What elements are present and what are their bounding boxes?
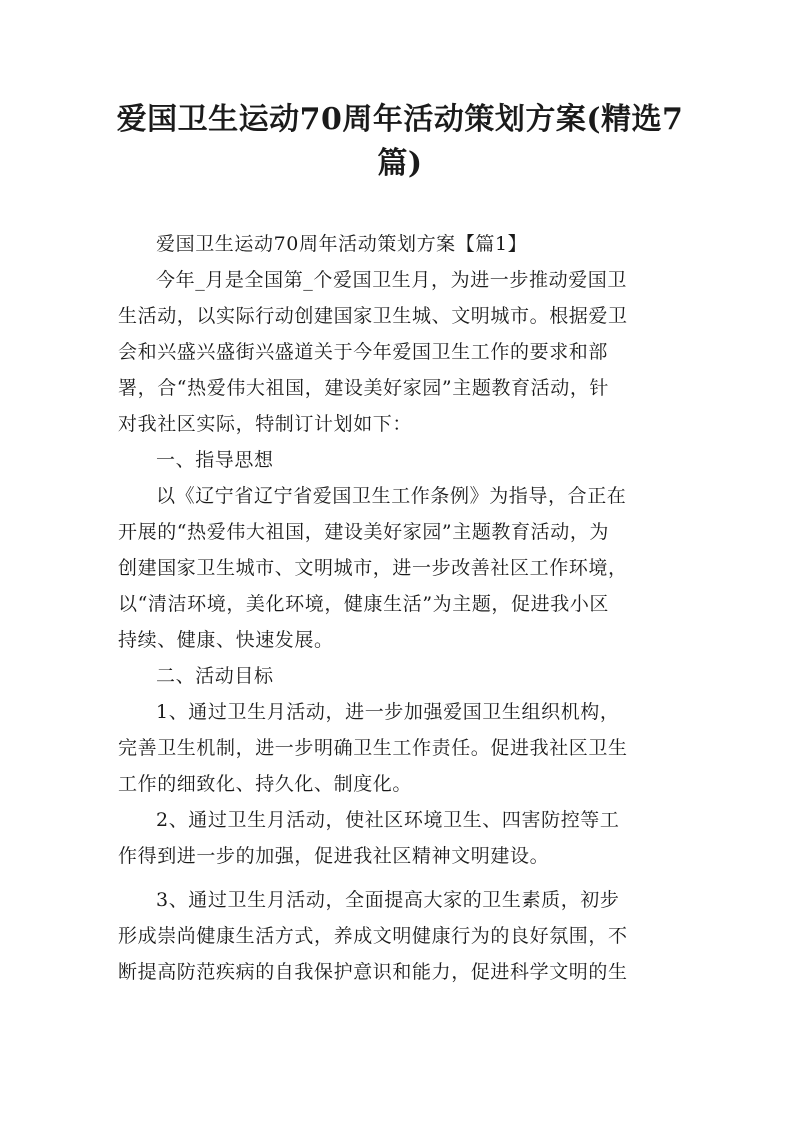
text-line: 对我社区实际，特制订计划如下： — [118, 413, 413, 435]
document-title — [110, 98, 690, 186]
text-line: 断提高防范疾病的自我保护意识和能力，促进科学文明的生 — [118, 961, 628, 983]
paragraph-guiding-ideology — [118, 478, 682, 658]
text-line: 以《辽宁省辽宁省爱国卫生工作条例》为指导，合正在 — [156, 485, 627, 507]
text-line: 持续、健康、快速发展。 — [118, 629, 334, 651]
text-line: 会和兴盛兴盛街兴盛道关于今年爱国卫生工作的要求和部 — [118, 341, 609, 363]
text-line: 爱国卫生运动70周年活动策划方案【篇1】 — [156, 233, 528, 255]
paragraph-gap — [118, 874, 682, 882]
title-line-2: 篇) — [377, 146, 423, 181]
title-line-1: 爱国卫生运动70周年活动策划方案(精选7 — [116, 102, 684, 137]
text-line: 一、指导思想 — [156, 449, 274, 471]
text-line: 二、活动目标 — [156, 665, 274, 687]
text-line: 开展的“热爱伟大祖国，建设美好家园”主题教育活动，为 — [118, 521, 610, 543]
text-line: 工作的细致化、持久化、制度化。 — [118, 773, 413, 795]
section-heading — [118, 226, 682, 262]
text-line: 以“清洁环境，美化环境，健康生活”为主题，促进我小区 — [118, 593, 610, 615]
paragraph-intro — [118, 262, 682, 442]
heading-activity-goals — [118, 658, 682, 694]
paragraph-goal-2 — [118, 802, 682, 874]
text-line: 1、通过卫生月活动，进一步加强爱国卫生组织机构， — [156, 701, 620, 723]
text-line: 形成崇尚健康生活方式，养成文明健康行为的良好氛围，不 — [118, 925, 628, 947]
paragraph-goal-3 — [118, 882, 682, 990]
heading-guiding-ideology — [118, 442, 682, 478]
text-line: 2、通过卫生月活动，使社区环境卫生、四害防控等工 — [156, 809, 620, 831]
text-line: 今年_月是全国第_个爱国卫生月，为进一步推动爱国卫 — [156, 269, 628, 291]
text-line: 作得到进一步的加强，促进我社区精神文明建设。 — [118, 845, 550, 867]
paragraph-goal-1 — [118, 694, 682, 802]
text-line: 完善卫生机制，进一步明确卫生工作责任。促进我社区卫生 — [118, 737, 628, 759]
text-line: 3、通过卫生月活动，全面提高大家的卫生素质，初步 — [156, 889, 620, 911]
text-line: 生活动，以实际行动创建国家卫生城、文明城市。根据爱卫 — [118, 305, 628, 327]
text-line: 创建国家卫生城市、文明城市，进一步改善社区工作环境， — [118, 557, 628, 579]
text-line: 署，合“热爱伟大祖国，建设美好家园”主题教育活动，针 — [118, 377, 610, 399]
document-body — [118, 226, 682, 990]
